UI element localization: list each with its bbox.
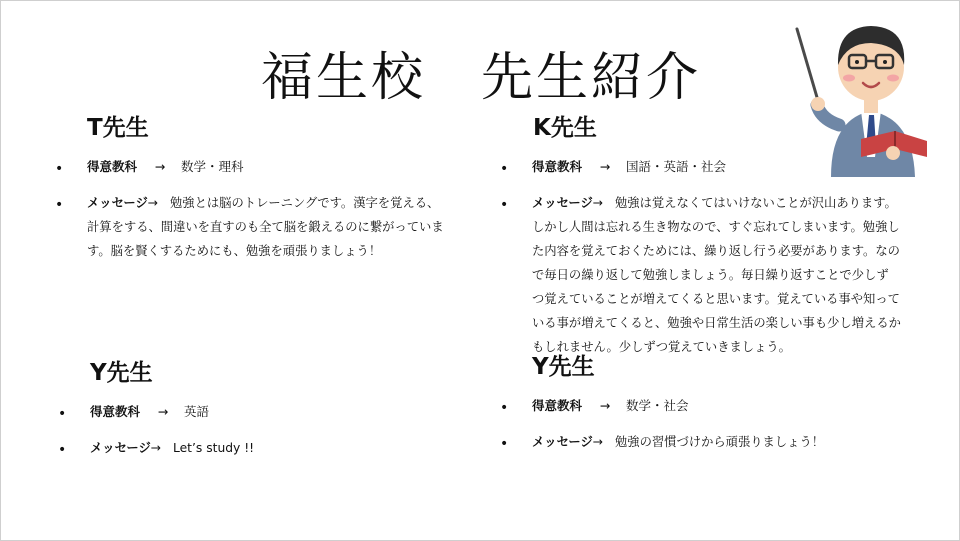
arrow-icon: → xyxy=(147,196,159,210)
bullet-dot: • xyxy=(58,442,67,458)
message-line: 勉強とは脳のトレーニングです。漢字を覚える、 xyxy=(169,196,440,210)
subject-row xyxy=(532,394,689,418)
bullet-dot: • xyxy=(55,197,64,213)
subject-label: 得意教科 xyxy=(532,159,583,174)
subject-value: 数学・理科 xyxy=(180,159,244,174)
teacher-name-k: K先生 xyxy=(533,115,597,141)
message-line: しかし人間は忘れる生き物なので、すぐ忘れてしまいます。勉強し xyxy=(532,220,900,234)
arrow-icon: → xyxy=(599,159,611,174)
subject-label: 得意教科 xyxy=(90,404,141,419)
subject-value: 数学・社会 xyxy=(625,398,689,413)
subject-row xyxy=(532,155,726,179)
subject-label: 得意教科 xyxy=(87,159,138,174)
message-block xyxy=(87,191,467,263)
teacher-illustration xyxy=(791,7,941,182)
subject-value: 国語・英語・社会 xyxy=(625,159,726,174)
message-line: 計算をする、間違いを直すのも全て脳を鍛えるのに繋がっていま xyxy=(87,220,444,234)
message-label: メッセージ xyxy=(532,435,593,449)
message-line: Let’s study !! xyxy=(172,441,255,455)
message-block xyxy=(90,436,450,460)
message-line: す。脳を賢くするためにも、勉強を頑張りましょう！ xyxy=(87,244,382,258)
bullet-dot: • xyxy=(500,161,509,177)
arrow-icon: → xyxy=(150,441,162,455)
message-block xyxy=(532,430,922,454)
bullet-dot: • xyxy=(58,406,67,422)
arrow-icon: → xyxy=(154,159,166,174)
bullet-dot: • xyxy=(500,436,509,452)
bullet-dot: • xyxy=(500,400,509,416)
message-line: もしれません。少しずつ覚えていきましょう。 xyxy=(532,340,791,354)
bullet-dot: • xyxy=(55,161,64,177)
teacher-name-y: Y先生 xyxy=(90,360,153,386)
teacher-name-y: Y先生 xyxy=(532,354,595,380)
subject-value: 英語 xyxy=(183,404,209,419)
message-block xyxy=(532,191,922,359)
subject-row xyxy=(90,400,209,424)
subject-label: 得意教科 xyxy=(532,398,583,413)
page-title: 福生校 先生紹介 xyxy=(260,48,701,108)
message-line: 勉強は覚えなくてはいけないことが沢山あります。 xyxy=(614,196,897,210)
message-line: で毎日の繰り返して勉強しましょう。毎日繰り返すことで少しず xyxy=(532,268,889,282)
message-line: いる事が増えてくると、勉強や日常生活の楽しい事も少し増えるか xyxy=(532,316,901,330)
teacher-name-t: T先生 xyxy=(87,115,149,141)
message-label: メッセージ xyxy=(90,441,151,455)
bullet-dot: • xyxy=(500,197,509,213)
arrow-icon: → xyxy=(157,404,169,419)
message-line: 勉強の習慣づけから頑張りましょう！ xyxy=(614,435,825,449)
arrow-icon: → xyxy=(599,398,611,413)
message-line: た内容を覚えておくためには、繰り返し行う必要があります。なの xyxy=(532,244,900,258)
message-label: メッセージ xyxy=(532,196,593,210)
subject-row xyxy=(87,155,244,179)
arrow-icon: → xyxy=(592,435,604,449)
message-label: メッセージ xyxy=(87,196,148,210)
message-line: つ覚えていることが増えてくると思います。覚えている事や知って xyxy=(532,292,900,306)
arrow-icon: → xyxy=(592,196,604,210)
